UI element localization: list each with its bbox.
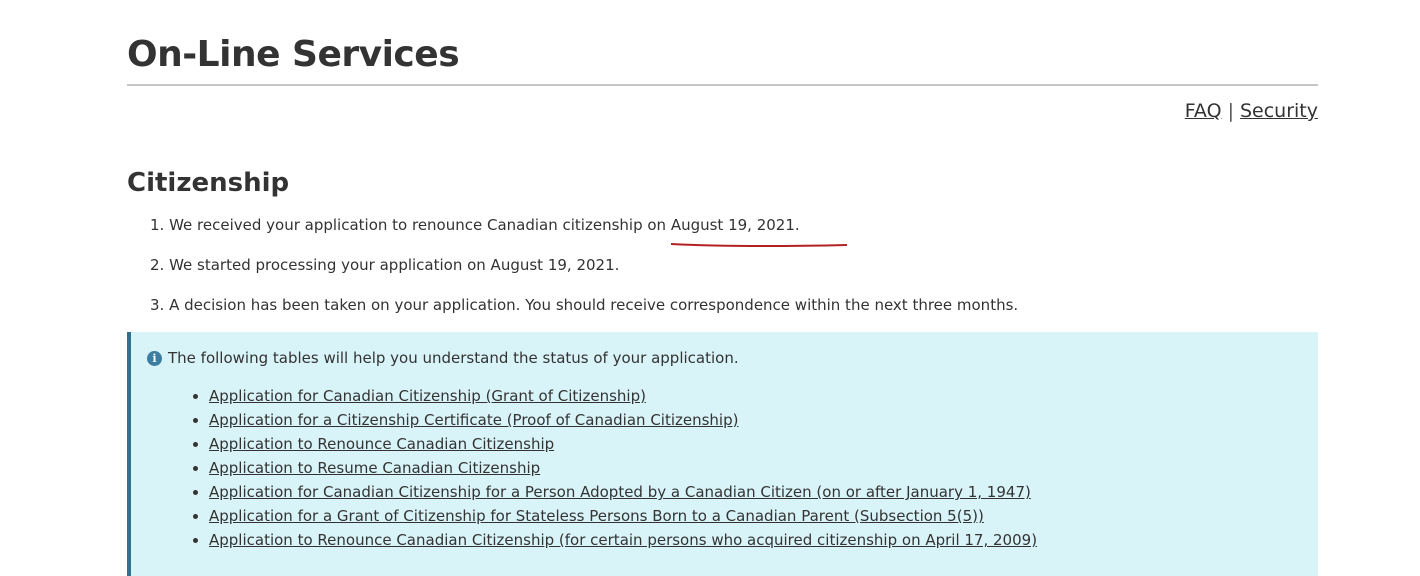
step-text: We received your application to renounce Canadian citizenship on [169,216,671,234]
list-item [209,384,1037,408]
guide-link-grant[interactable]: Application for Canadian Citizenship (Grant of Citizenship) [209,387,646,405]
guide-link-adopted[interactable]: Application for Canadian Citizenship for a Person Adopted by a Canadian Citizen (on or after January 1, 1947) [209,483,1031,501]
status-step-1 [150,214,1018,254]
guide-link-renounce[interactable]: Application to Renounce Canadian Citizenship [209,435,555,453]
list-item [209,408,1037,432]
list-item [209,480,1037,504]
info-heading-text: The following tables will help you understand the status of your application. [168,349,739,367]
faq-link[interactable]: FAQ [1184,100,1222,122]
guide-links [193,384,1037,552]
step-text: We started processing your application on August 19, 2021. [169,256,620,274]
site-title: On-Line Services [127,34,460,75]
received-date [671,214,795,236]
guide-link-certificate[interactable]: Application for a Citizenship Certificate (Proof of Canadian Citizenship) [209,411,739,429]
status-steps [150,214,1018,334]
top-links [1185,100,1318,122]
step-number: 2. [150,256,165,274]
list-item [209,504,1037,528]
guide-link-resume[interactable]: Application to Resume Canadian Citizenship [209,459,541,477]
title-divider [127,84,1318,86]
link-separator: | [1227,100,1234,122]
received-date-text: August 19, 2021 [670,216,795,234]
status-step-3 [150,294,1018,334]
red-handwritten-underline [671,242,847,248]
step-text: A decision has been taken on your application. You should receive correspondence within the next three months. [169,296,1019,314]
info-icon: i [147,351,162,366]
step-suffix: . [794,216,800,234]
guide-link-renounce-2009[interactable]: Application to Renounce Canadian Citizenship (for certain persons who acquired citizenship on April 17, 2009) [209,531,1038,549]
step-number: 1. [150,216,165,234]
section-title: Citizenship [127,168,290,198]
status-step-2 [150,254,1018,294]
info-panel [127,332,1318,576]
list-item [209,528,1037,552]
list-item [209,456,1037,480]
step-number: 3. [150,296,165,314]
guide-link-stateless[interactable]: Application for a Grant of Citizenship for Stateless Persons Born to a Canadian Parent (Subsection 5(5)) [209,507,984,525]
list-item [209,432,1037,456]
info-heading [147,349,739,367]
security-link[interactable]: Security [1239,100,1318,122]
